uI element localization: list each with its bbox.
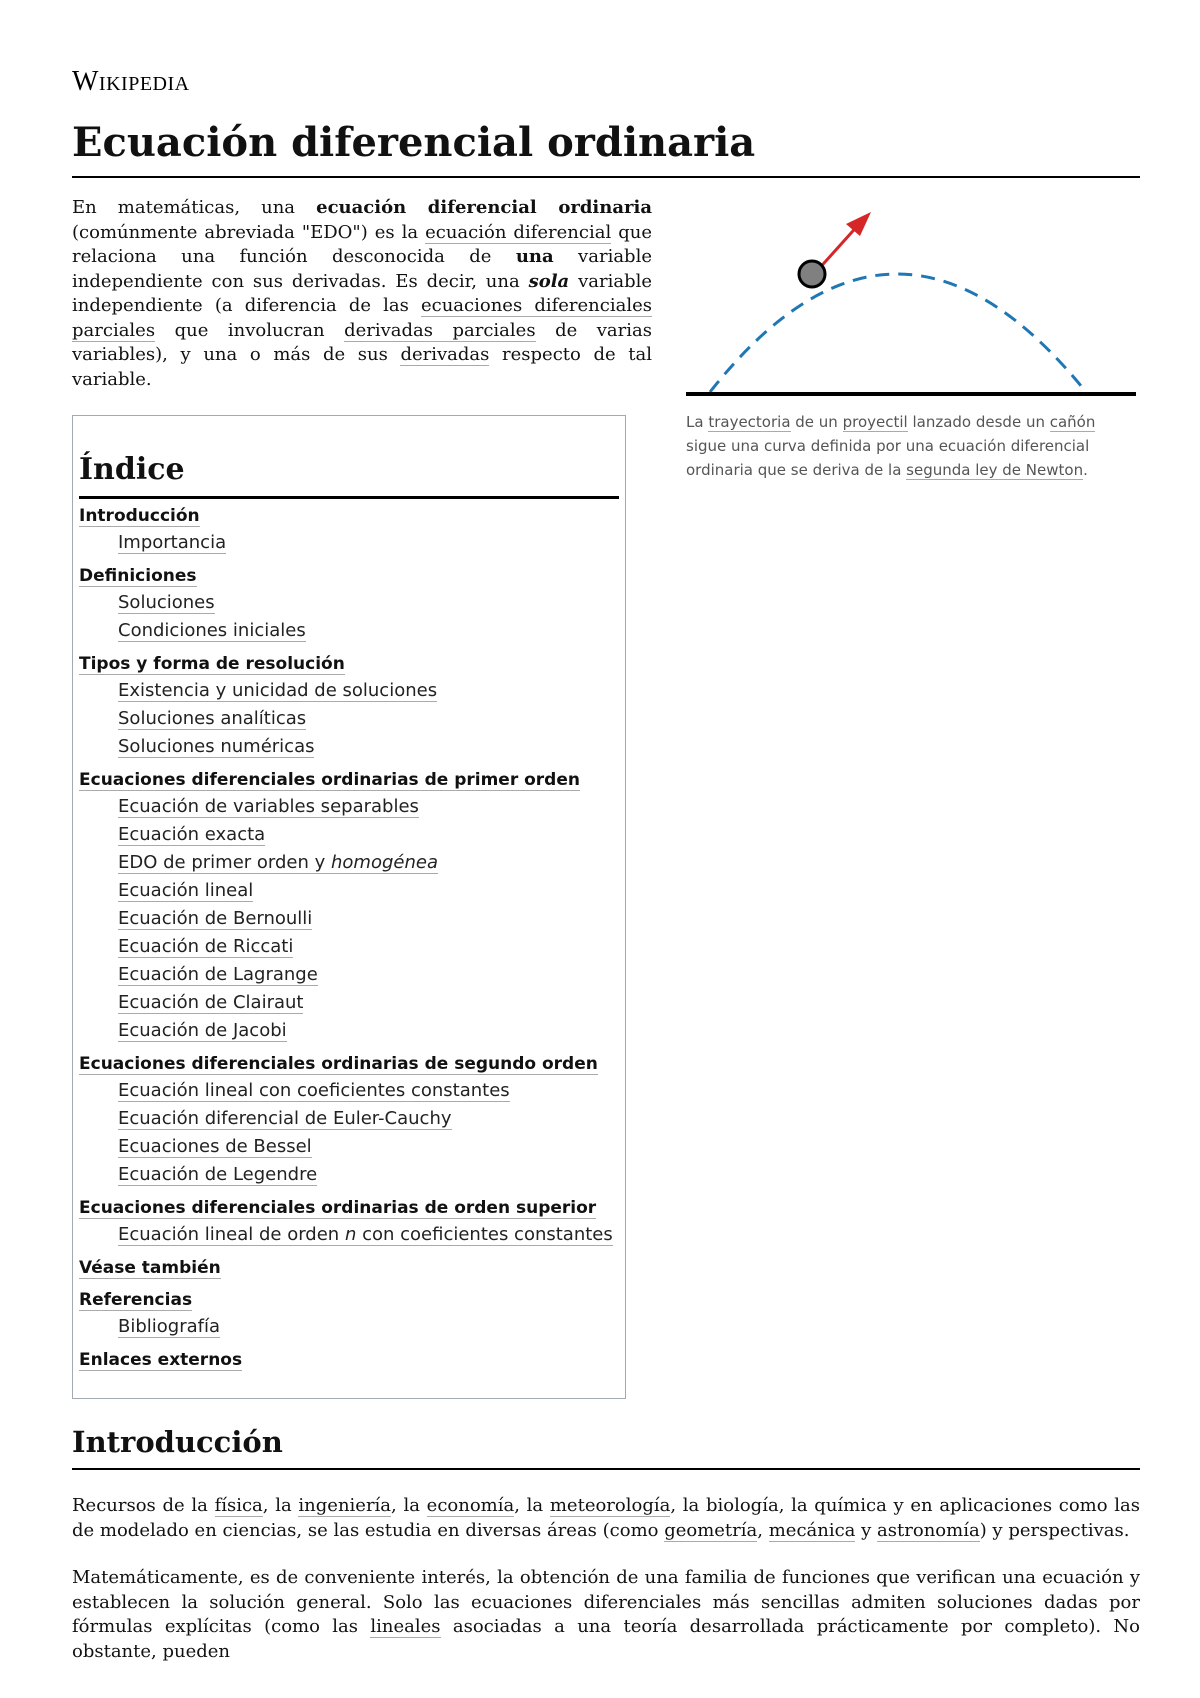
link-economia[interactable]: economía (426, 1495, 515, 1516)
link-mecanica[interactable]: mecánica (768, 1519, 856, 1541)
lead-paragraph: En matemáticas, una ecuación diferencial ordinaria (comúnmente abreviada "EDO") es la ecuación diferencial que relaciona una función desconocida de una variable independiente con sus derivadas. Es decir, una sola variable independiente (a diferencia de las ecuaciones diferenciales parciales que involucran derivadas parciales de varias variables), y una o más de sus derivadas respecto de tal variable. (72, 197, 652, 390)
toc-soluciones[interactable]: Soluciones (118, 592, 215, 613)
intro-paragraph-2: Matemáticamente, es de conveniente interés, la obtención de una familia de funciones que verifican una ecuación y establecen la solución general. Solo las ecuaciones diferenciales más sencillas admiten soluciones dadas por fórmulas explícitas (como las lineales asociadas a una teoría desarrollada prácticamente por completo). No obstante, pueden (72, 1567, 1141, 1662)
toc-condiciones-iniciales[interactable]: Condiciones iniciales (118, 620, 306, 641)
projectile-figure (686, 196, 1136, 482)
intro-paragraph-1: Recursos de la física, la ingeniería, la economía, la meteorología, la biología, la química y en aplicaciones como las de modelado en ciencias, se las estudia en diversas áreas (como geometría, mecánica y astronomía) y perspectivas. (72, 1495, 1141, 1541)
toc-edo-homogenea[interactable]: EDO de primer orden y homogénea (118, 852, 438, 873)
toc-soluciones-analiticas[interactable]: Soluciones analíticas (118, 708, 307, 729)
toc-riccati[interactable]: Ecuación de Riccati (118, 936, 294, 957)
link-derivadas[interactable]: derivadas (400, 344, 490, 365)
figure-caption: La trayectoria de un proyectil lanzado desde un cañón sigue una curva definida por una ecuación diferencial ordinaria que se deriva de la segunda ley de Newton. (686, 413, 1096, 479)
toc-definiciones[interactable]: Definiciones (79, 566, 197, 586)
link-ingenieria[interactable]: ingeniería (298, 1495, 392, 1516)
section-heading-introduccion: Introducción (72, 1422, 1140, 1470)
toc-coeficientes-constantes[interactable]: Ecuación lineal con coeficientes constantes (118, 1080, 510, 1101)
toc-ecuacion-lineal[interactable]: Ecuación lineal (118, 880, 254, 901)
link-canon[interactable]: cañón (1049, 413, 1096, 431)
wikipedia-wordmark[interactable]: Wikipedia (72, 66, 190, 97)
projectile-ball (799, 261, 825, 287)
toc-referencias[interactable]: Referencias (79, 1290, 193, 1310)
page-title: Ecuación diferencial ordinaria (72, 116, 1140, 178)
link-ecuaciones-diferenciales-parciales[interactable]: ecuaciones diferenciales parciales (72, 295, 652, 341)
toc-euler-cauchy[interactable]: Ecuación diferencial de Euler-Cauchy (118, 1108, 452, 1129)
table-of-contents (72, 415, 626, 1399)
toc-bernoulli[interactable]: Ecuación de Bernoulli (118, 908, 313, 929)
link-geometria[interactable]: geometría (664, 1519, 758, 1541)
toc-heading: Índice (79, 448, 619, 499)
toc-existencia-unicidad[interactable]: Existencia y unicidad de soluciones (118, 680, 438, 701)
toc-legendre[interactable]: Ecuación de Legendre (118, 1164, 318, 1185)
toc-introduccion[interactable]: Introducción (79, 506, 200, 526)
toc-orden-superior[interactable]: Ecuaciones diferenciales ordinarias de orden superior (79, 1198, 597, 1218)
toc-tipos-resolucion[interactable]: Tipos y forma de resolución (79, 654, 345, 674)
toc-variables-separables[interactable]: Ecuación de variables separables (118, 796, 419, 817)
toc-importancia[interactable]: Importancia (118, 532, 227, 553)
link-fisica[interactable]: física (214, 1495, 263, 1516)
projectile-diagram[interactable] (686, 196, 1136, 406)
link-astronomia[interactable]: astronomía (877, 1519, 980, 1541)
toc-clairaut[interactable]: Ecuación de Clairaut (118, 992, 304, 1013)
link-meteorologia[interactable]: meteorología (549, 1495, 671, 1516)
toc-lagrange[interactable]: Ecuación de Lagrange (118, 964, 318, 985)
toc-jacobi[interactable]: Ecuación de Jacobi (118, 1020, 287, 1041)
link-segunda-ley-newton[interactable]: segunda ley de Newton (906, 461, 1084, 479)
toc-soluciones-numericas[interactable]: Soluciones numéricas (118, 736, 315, 757)
link-trayectoria[interactable]: trayectoria (708, 413, 791, 431)
toc-ecuacion-exacta[interactable]: Ecuación exacta (118, 824, 266, 845)
toc-orden-n[interactable]: Ecuación lineal de orden n con coeficientes constantes (118, 1224, 613, 1245)
toc-vease-tambien[interactable]: Véase también (79, 1258, 221, 1278)
toc-bibliografia[interactable]: Bibliografía (118, 1316, 221, 1337)
link-derivadas-parciales[interactable]: derivadas parciales (344, 319, 536, 341)
trajectory-arc (710, 274, 1086, 392)
toc-segundo-orden[interactable]: Ecuaciones diferenciales ordinarias de segundo orden (79, 1054, 598, 1074)
toc-bessel[interactable]: Ecuaciones de Bessel (118, 1136, 312, 1157)
link-ecuacion-diferencial[interactable]: ecuación diferencial (425, 221, 612, 243)
link-lineales[interactable]: lineales (370, 1616, 441, 1637)
link-proyectil[interactable]: proyectil (842, 413, 908, 431)
toc-primer-orden[interactable]: Ecuaciones diferenciales ordinarias de primer orden (79, 770, 580, 790)
toc-enlaces-externos[interactable]: Enlaces externos (79, 1350, 243, 1370)
